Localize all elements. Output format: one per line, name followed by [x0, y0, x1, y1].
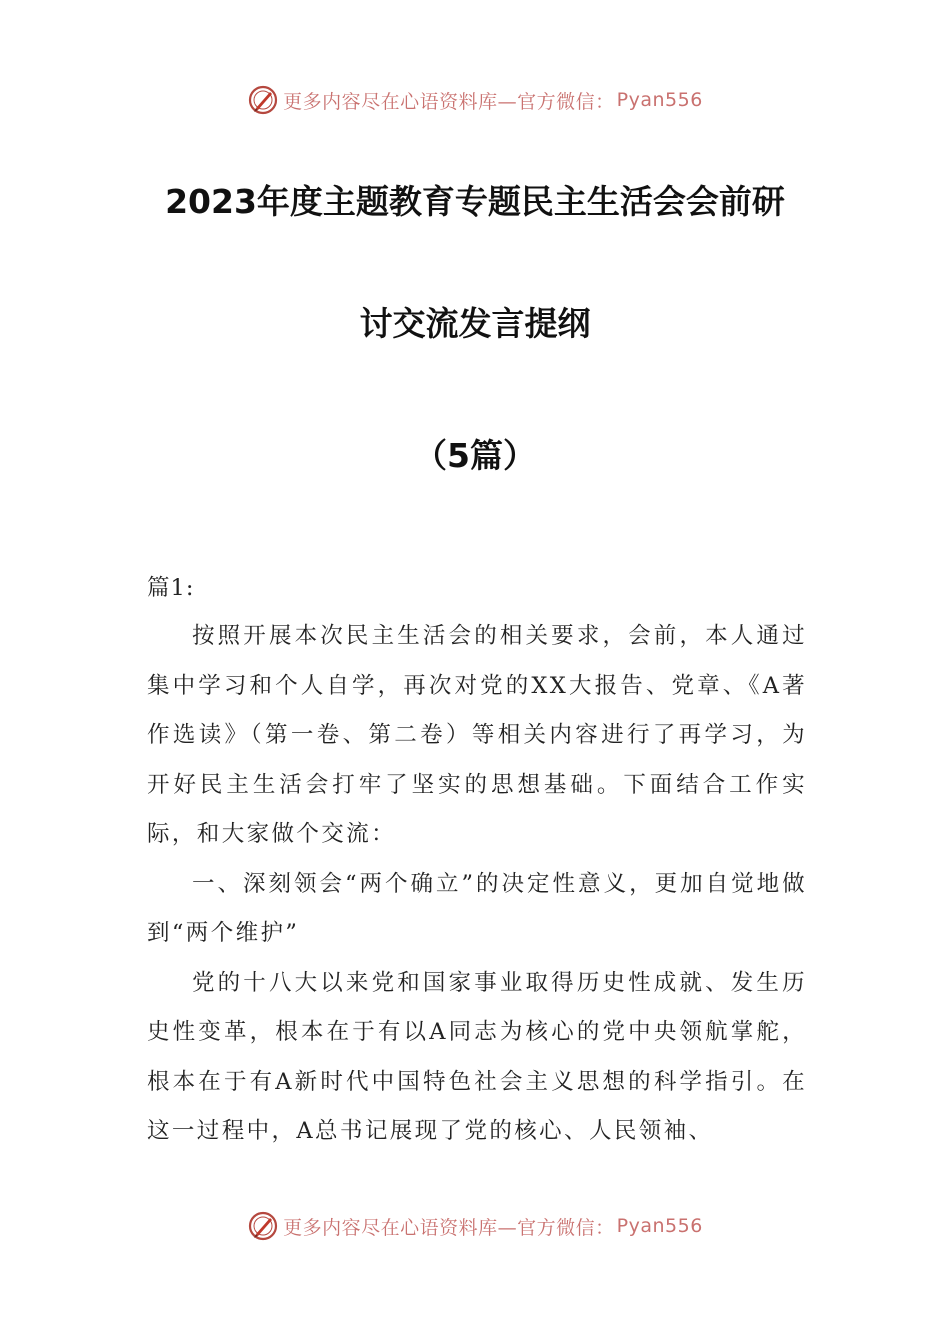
- body-paragraph: 党的十八大以来党和国家事业取得历史性成就、发生历史性变革，根本在于有以A同志为核心的党中央领航掌舵，根本在于有A新时代中国特色社会主义思想的科学指引。在这一过程中，A总书记展现了党的核心、人民领袖、: [147, 969, 807, 1144]
- watermark-wechat-id: Pyan556: [616, 1215, 703, 1237]
- watermark-text: 更多内容尽在心语资料库—官方微信：: [283, 90, 615, 113]
- document-title-count: （5篇）: [414, 436, 536, 475]
- watermark-header: [0, 84, 950, 116]
- section-heading-1: 一、深刻领会“两个确立”的决定性意义，更加自觉地做到“两个维护”: [147, 870, 807, 946]
- pen-seal-logo-icon: [247, 84, 279, 116]
- body-content: [147, 612, 807, 1157]
- pen-seal-logo-icon: [247, 1210, 279, 1242]
- document-title-line-1: 2023年度主题教育专题民主生活会会前研: [165, 182, 785, 221]
- section-label: 篇1:: [147, 575, 195, 601]
- document-title-line-2: 讨交流发言提纲: [359, 304, 591, 343]
- intro-paragraph: 按照开展本次民主生活会的相关要求，会前，本人通过集中学习和个人自学，再次对党的XX大报告、党章、《A著作选读》（第一卷、第二卷）等相关内容进行了再学习，为开好民主生活会打牢了坚实的思想基础。下面结合工作实际，和大家做个交流：: [147, 623, 807, 847]
- watermark-text: 更多内容尽在心语资料库—官方微信：: [283, 1216, 615, 1239]
- watermark-footer: [0, 1210, 950, 1242]
- watermark-wechat-id: Pyan556: [616, 89, 703, 111]
